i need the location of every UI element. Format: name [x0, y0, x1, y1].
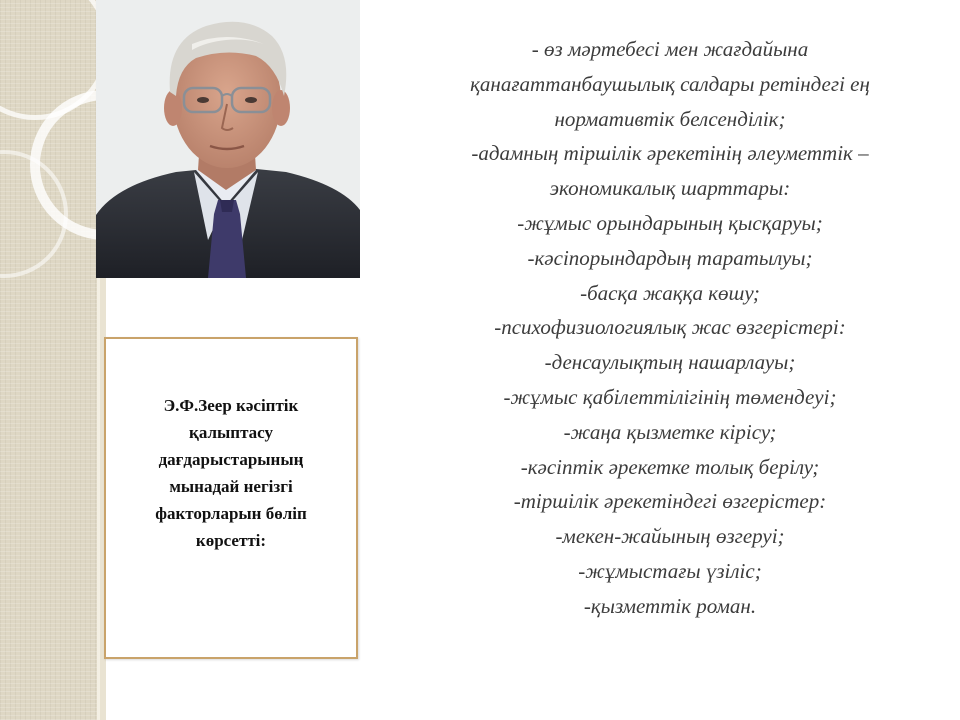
decorative-left-band	[0, 0, 100, 720]
factor-line: -психофизиологиялық жас өзгерістері:	[494, 315, 846, 340]
factor-line: - өз мәртебесі мен жағдайына	[531, 37, 809, 61]
factor-line: -жұмыс қабілеттілігінің төмендеуі;	[503, 384, 837, 409]
caption-box	[104, 337, 358, 659]
factor-line: -денсаулықтың нашарлауы;	[544, 350, 796, 375]
factor-line: -мекен-жайының өзгеруі;	[555, 524, 785, 549]
factor-line: -қызметтік роман.	[583, 593, 757, 618]
factor-line: -тіршілік әрекетіндегі өзгерістер:	[513, 489, 827, 514]
caption-line: факторларын бөліп	[155, 504, 307, 523]
factor-line: -жұмыстағы үзіліс;	[578, 558, 762, 583]
caption-line: дағдарыстарының	[158, 450, 304, 469]
factor-line: -адамның тіршілік әрекетінің әлеуметтік –	[471, 141, 869, 166]
caption-line: көрсетті:	[195, 531, 267, 550]
factor-line: -басқа жаққа көшу;	[580, 280, 760, 305]
factor-line: экономикалық шарттары:	[549, 176, 791, 201]
factor-line: -кәсіпорындардың таратылуы;	[527, 245, 813, 270]
factor-list	[370, 32, 960, 624]
factor-line: -жұмыс орындарының қысқаруы;	[517, 210, 823, 235]
factor-line: -жаңа қызметке кірісу;	[563, 419, 777, 444]
caption-line: қалыптасу	[189, 423, 273, 442]
caption-text	[116, 392, 346, 554]
factor-line: қанағаттанбаушылық салдары ретіндегі ең	[470, 71, 870, 96]
caption-line: Э.Ф.Зеер кәсіптік	[163, 396, 299, 415]
portrait-photo	[96, 0, 360, 278]
caption-line: мынадай негізгі	[169, 477, 293, 496]
factor-line: нормативтік белсенділік;	[554, 106, 786, 131]
factor-line: -кәсіптік әрекетке толық берілу;	[520, 454, 820, 479]
